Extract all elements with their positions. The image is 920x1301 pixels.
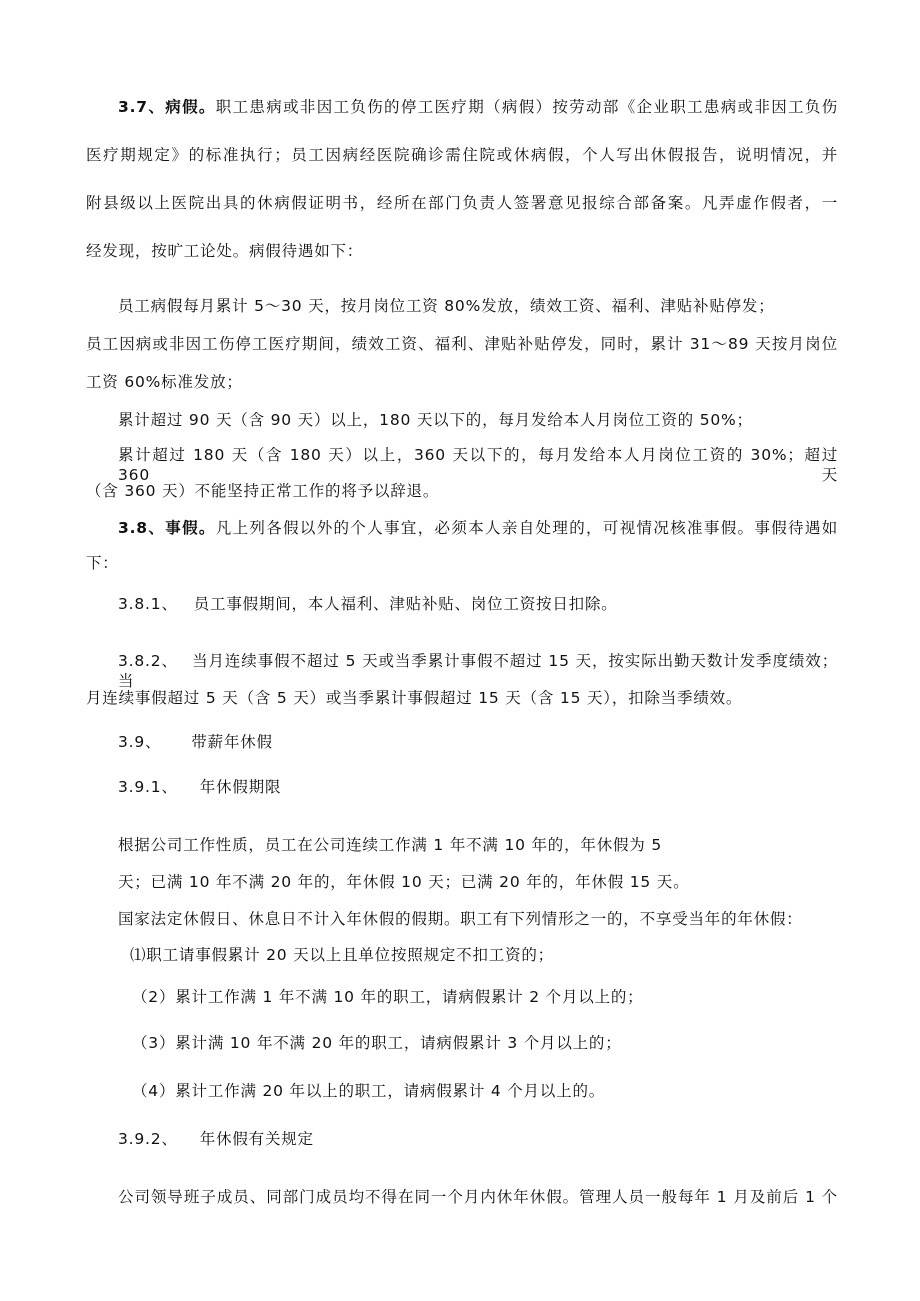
annual-leave-line-2: 天；已满 10 年不满 20 年的，年休假 10 天；已满 20 年的，年休假 15 天。 <box>118 873 690 891</box>
section-3-7-text: 职工患病或非因工负伤的停工医疗期（病假）按劳动部《企业职工患病或非因工负伤 <box>215 98 838 116</box>
sick-rule-4-line-2: （含 360 天）不能坚持正常工作的将予以辞退。 <box>86 482 440 500</box>
section-3-9 <box>118 732 273 752</box>
section-3-8-1-number: 3.8.1、 <box>118 595 178 613</box>
section-3-8-2-text: 当月连续事假不超过 5 天或当季累计事假不超过 15 天，按实际出勤天数计发季度绩效；当 <box>118 652 838 690</box>
section-3-7-number: 3.7、 <box>118 98 166 116</box>
sick-rule-3: 累计超过 90 天（含 90 天）以上，180 天以下的，每月发给本人月岗位工资的 50%； <box>118 411 753 429</box>
section-3-7-line-1 <box>118 97 838 117</box>
section-3-9-1-title: 年休假期限 <box>199 778 282 796</box>
section-3-9-1-number: 3.9.1、 <box>118 778 178 796</box>
exclusion-item-4: （4）累计工作满 20 年以上的职工，请病假累计 4 个月以上的。 <box>132 1082 606 1100</box>
section-3-8-2-number: 3.8.2、 <box>118 652 178 670</box>
annual-leave-line-3: 国家法定休假日、休息日不计入年休假的假期。职工有下列情形之一的，不享受当年的年休假： <box>118 910 803 928</box>
section-3-8-2-line-1 <box>118 651 838 691</box>
section-3-9-title: 带薪年休假 <box>191 733 273 751</box>
section-3-8-1 <box>118 594 618 614</box>
exclusion-item-1: ⑴职工请事假累计 20 天以上且单位按照规定不扣工资的； <box>130 946 554 964</box>
section-3-7-line-2: 医疗期规定》的标准执行；员工因病经医院确诊需住院或休病假，个人写出休假报告，说明情况，并 <box>86 146 838 164</box>
sick-rule-1: 员工病假每月累计 5～30 天，按月岗位工资 80%发放，绩效工资、福利、津贴补贴停发； <box>118 297 775 315</box>
section-3-8-text: 凡上列各假以外的个人事宜，必须本人亲自处理的，可视情况核准事假。事假待遇如 <box>215 519 838 537</box>
section-3-8-2-line-2: 月连续事假超过 5 天（含 5 天）或当季累计事假超过 15 天（含 15 天），扣除当季绩效。 <box>86 689 743 707</box>
section-3-8-number: 3.8、 <box>118 519 166 537</box>
exclusion-item-3: （3）累计满 10 年不满 20 年的职工，请病假累计 3 个月以上的； <box>132 1034 622 1052</box>
section-3-7-line-4: 经发现，按旷工论处。病假待遇如下： <box>86 242 364 260</box>
section-3-9-2-number: 3.9.2、 <box>118 1130 178 1148</box>
section-3-9-2-line-1: 公司领导班子成员、同部门成员均不得在同一个月内休年休假。管理人员一般每年 1 月及前后 1 个 <box>118 1188 838 1206</box>
section-3-7-title: 病假。 <box>165 98 216 116</box>
section-3-8-line-2: 下： <box>86 554 119 572</box>
exclusion-item-2: （2）累计工作满 1 年不满 10 年的职工，请病假累计 2 个月以上的； <box>132 988 644 1006</box>
section-3-9-2 <box>118 1129 314 1149</box>
section-3-9-number: 3.9、 <box>118 733 162 751</box>
sick-rule-2-line-1: 员工因病或非因工伤停工医疗期间，绩效工资、福利、津贴补贴停发，同时，累计 31～89 天按月岗位 <box>86 335 838 353</box>
section-3-8-1-text: 员工事假期间，本人福利、津贴补贴、岗位工资按日扣除。 <box>193 595 618 613</box>
annual-leave-line-1: 根据公司工作性质，员工在公司连续工作满 1 年不满 10 年的，年休假为 5 <box>118 836 662 854</box>
section-3-8-title: 事假。 <box>165 519 216 537</box>
section-3-7-line-3: 附县级以上医院出具的休病假证明书，经所在部门负责人签署意见报综合部备案。凡弄虚作假者，一 <box>86 194 838 212</box>
section-3-9-1 <box>118 777 281 797</box>
sick-rule-2-line-2: 工资 60%标准发放； <box>86 373 243 391</box>
section-3-9-2-title: 年休假有关规定 <box>199 1130 314 1148</box>
section-3-8-line-1 <box>118 518 838 538</box>
sick-rule-4-line-1: 累计超过 180 天（含 180 天）以上，360 天以下的，每月发给本人月岗位工资的 30%；超过 360 天 <box>118 446 838 484</box>
